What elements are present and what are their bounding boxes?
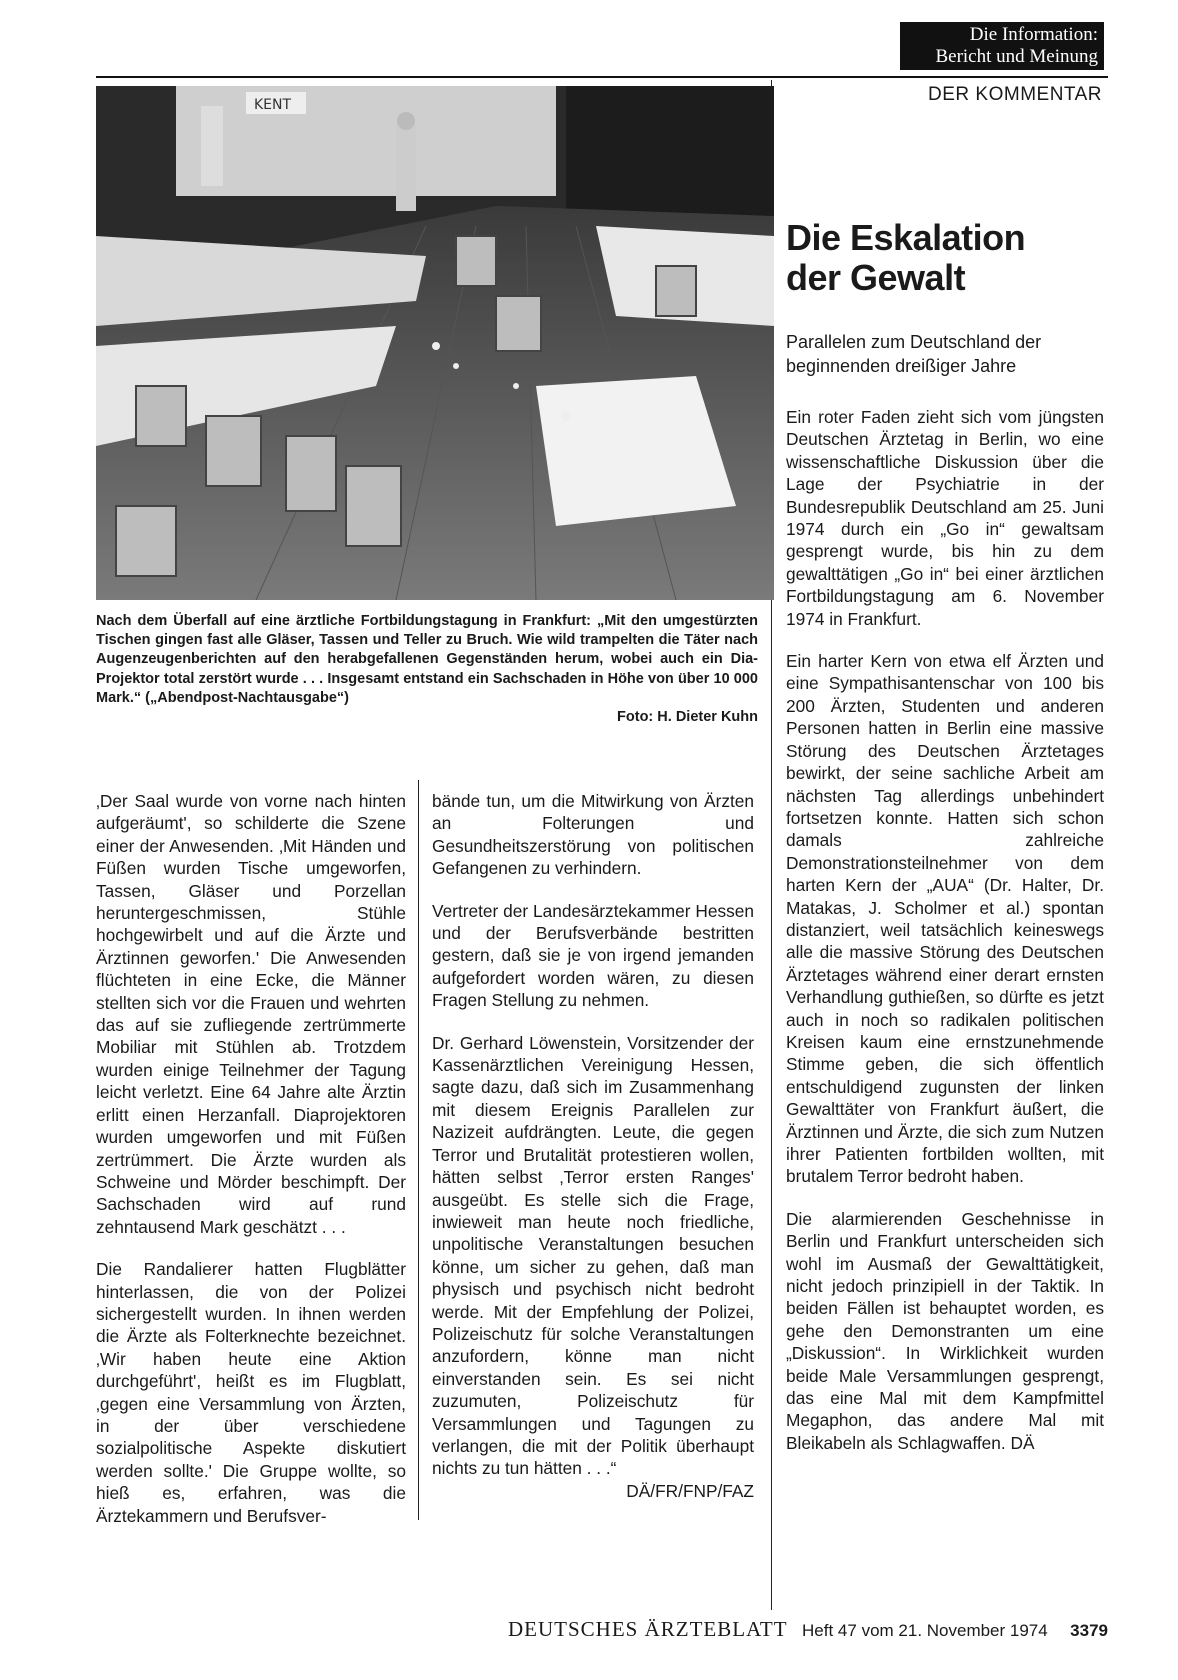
article-subheadline: Parallelen zum Deutschland der beginnenden dreißiger Jahre [786, 332, 1042, 376]
text-column-2 [432, 790, 754, 1502]
paragraph: bände tun, um die Mitwirkung von Ärzten an Folterungen und Gesundheitszerstörung von politischen Gefangenen zu verhindern. [432, 791, 754, 879]
paragraph: Ein roter Faden zieht sich vom jüngsten Deutschen Ärztetag in Berlin, wo eine wissenschaftliche Diskussion über die Lage der Psychiatrie in der Bundesrepublik Deutschland am 25. Juni 1974 durch ein „Go in“ gewaltsam gesprengt wurde, bis hin zu dem gewalttätigen „Go in“ bei einer ärztlichen Fortbildungstagung am 6. November 1974 in Frankfurt. [786, 407, 1104, 629]
headline-line1: Die Eskalation [786, 217, 1026, 258]
section-title: DER KOMMENTAR [928, 84, 1102, 105]
page-footer [0, 1617, 1108, 1642]
section-label-line1: Die Information: [969, 24, 1098, 45]
headline-line2: der Gewalt [786, 257, 966, 298]
article-headline [786, 218, 1106, 298]
column-rule-middle [418, 780, 419, 1520]
section-label-box [900, 22, 1104, 70]
source-signature: DÄ/FR/FNP/FAZ [626, 1480, 754, 1501]
paragraph: Die alarmierenden Geschehnisse in Berlin und Frankfurt unterscheiden sich wohl im Ausmaß der Gewalttätigkeit, nicht jedoch prinzipiell in der Taktik. In beiden Fällen ist behauptet worden, es gehe den Demonstranten um eine „Diskussion“. In Wirklichkeit wurden beide Male Versammlungen gesprengt, das eine Mal mit dem Kampfmittel Megaphon, das andere Mal mit Bleikabeln als Schlagwaffen. DÄ [786, 1208, 1104, 1453]
paragraph: Dr. Gerhard Löwenstein, Vorsitzender der Kassenärztlichen Vereinigung Hessen, sagte dazu, daß sich im Zusammenhang mit diesem Ereignis Parallelen zur Nazizeit aufdrängten. Leute, die gegen Terror und Brutalität protestieren wollen, hätten selbst ‚Terror ersten Ranges' ausgeübt. Es stelle sich die Frage, inwieweit man heute noch friedliche, unpolitische Veranstaltungen besuchen könne, um sicher zu gehen, daß man physisch und psychisch nicht bedroht werde. Mit der Empfehlung der Polizei, Polizeischutz für solche Veranstaltungen anzufordern, könne man nicht einverstanden sein. Es sei nicht zuzumuten, Polizeischutz für Versammlungen und Tagungen zu verlangen, die mit der Politik überhaupt nichts zu tun hätten . . .“ [432, 1032, 754, 1479]
text-column-3 [786, 406, 1104, 1474]
text-column-1 [96, 790, 406, 1547]
paragraph: ‚Der Saal wurde von vorne nach hinten aufgeräumt', so schilderte die Szene einer der Anwesenden. ‚Mit Händen und Füßen wurden Tische umgeworfen, Tassen, Gläser und Porzellan heruntergeschmissen, Stühle hochgewirbelt und auf die Ärzte und Ärztinnen geworfen.' Die Anwesenden flüchteten in eine Ecke, die Männer stellten sich vor die Frauen und wehrten das auf sie zufliegende zertrümmerte Mobiliar mit Stühlen ab. Trotzdem wurden einige Teilnehmer der Tagung leicht verletzt. Eine 64 Jahre alte Ärztin erlitt einen Herzanfall. Diaprojektoren wurden umgeworfen und mit Füßen zertrümmert. Die Ärzte wurden als Schweine und Mörder beschimpft. Der Sachschaden wird auf rund zehntausend Mark geschätzt . . . [96, 791, 406, 1237]
photo-sign-text: KENT [254, 97, 292, 113]
issue-info: Heft 47 vom 21. November 1974 [802, 1621, 1048, 1640]
section-label-line2: Bericht und Meinung [935, 46, 1098, 67]
caption-text: Nach dem Überfall auf eine ärztliche Fortbildungstagung in Frankfurt: „Mit den umgestürzten Tischen gingen fast alle Gläser, Tassen und Teller zu Bruch. Wie wild trampelten die Täter nach Augenzeugenberichten auf den herabgefallenen Gegenständen herum, wobei auch ein Dia-Projektor total zerstört wurde . . . Insgesamt entstand ein Sachschaden in Höhe von über 10 000 Mark.“ („Abendpost-Nachtausgabe“) [96, 613, 758, 706]
photo-caption [96, 612, 758, 727]
photo-credit: Foto: H. Dieter Kuhn [617, 709, 758, 726]
paragraph: Vertreter der Landesärztekammer Hessen und der Berufsverbände bestritten gestern, daß sie je von irgend jemanden aufgefordert worden wären, zu diesen Fragen Stellung zu nehmen. [432, 900, 754, 1011]
page-number: 3379 [1070, 1621, 1108, 1640]
photo-illustration [96, 86, 774, 600]
paragraph: Ein harter Kern von etwa elf Ärzten und eine Sympathisantenschar von 100 bis 200 Ärzten, Studenten und anderen Personen hatten in Berlin eine massive Störung des Deutschen Ärztetages bewirkt, der seine sachliche Arbeit am nächsten Tag allerdings unbehindert fortsetzen konnte. Hatten sich schon damals zahlreiche Demonstrationsteilnehmer von dem harten Kern der „AUA“ (Dr. Halter, Dr. Matakas, J. Scholmer et al.) spontan distanziert, weil tatsächlich keineswegs alle die massive Störung des Deutschen Ärztetages während einer derart ernsten Verhandlung guthießen, so dürfte es jetzt auch in noch so radikalen politischen Kreisen kaum eine ernstzunehmende Stimme geben, die sich öffentlich entschuldigend zugunsten der linken Gewalttäter von Frankfurt äußert, die Ärztinnen und Ärzte, die sich zum Nutzen ihrer Patienten fortbilden wollten, mit brutalem Terror bedroht haben. [786, 651, 1104, 1187]
top-rule [96, 76, 1108, 78]
news-photo [96, 86, 774, 600]
paragraph: Die Randalierer hatten Flugblätter hinterlassen, die von der Polizei sichergestellt wurden. In ihnen werden die Ärzte als Folterknechte bezeichnet. ‚Wir haben heute eine Aktion durchgeführt', heißt es im Flugblatt, ‚gegen eine Versammlung von Ärzten, in der über verschiedene sozialpolitische Aspekte diskutiert werden sollte.' Die Gruppe wollte, so hieß es, erfahren, was die Ärztekammern und Berufsver- [96, 1259, 406, 1526]
publication-name: DEUTSCHES ÄRZTEBLATT [508, 1617, 788, 1641]
